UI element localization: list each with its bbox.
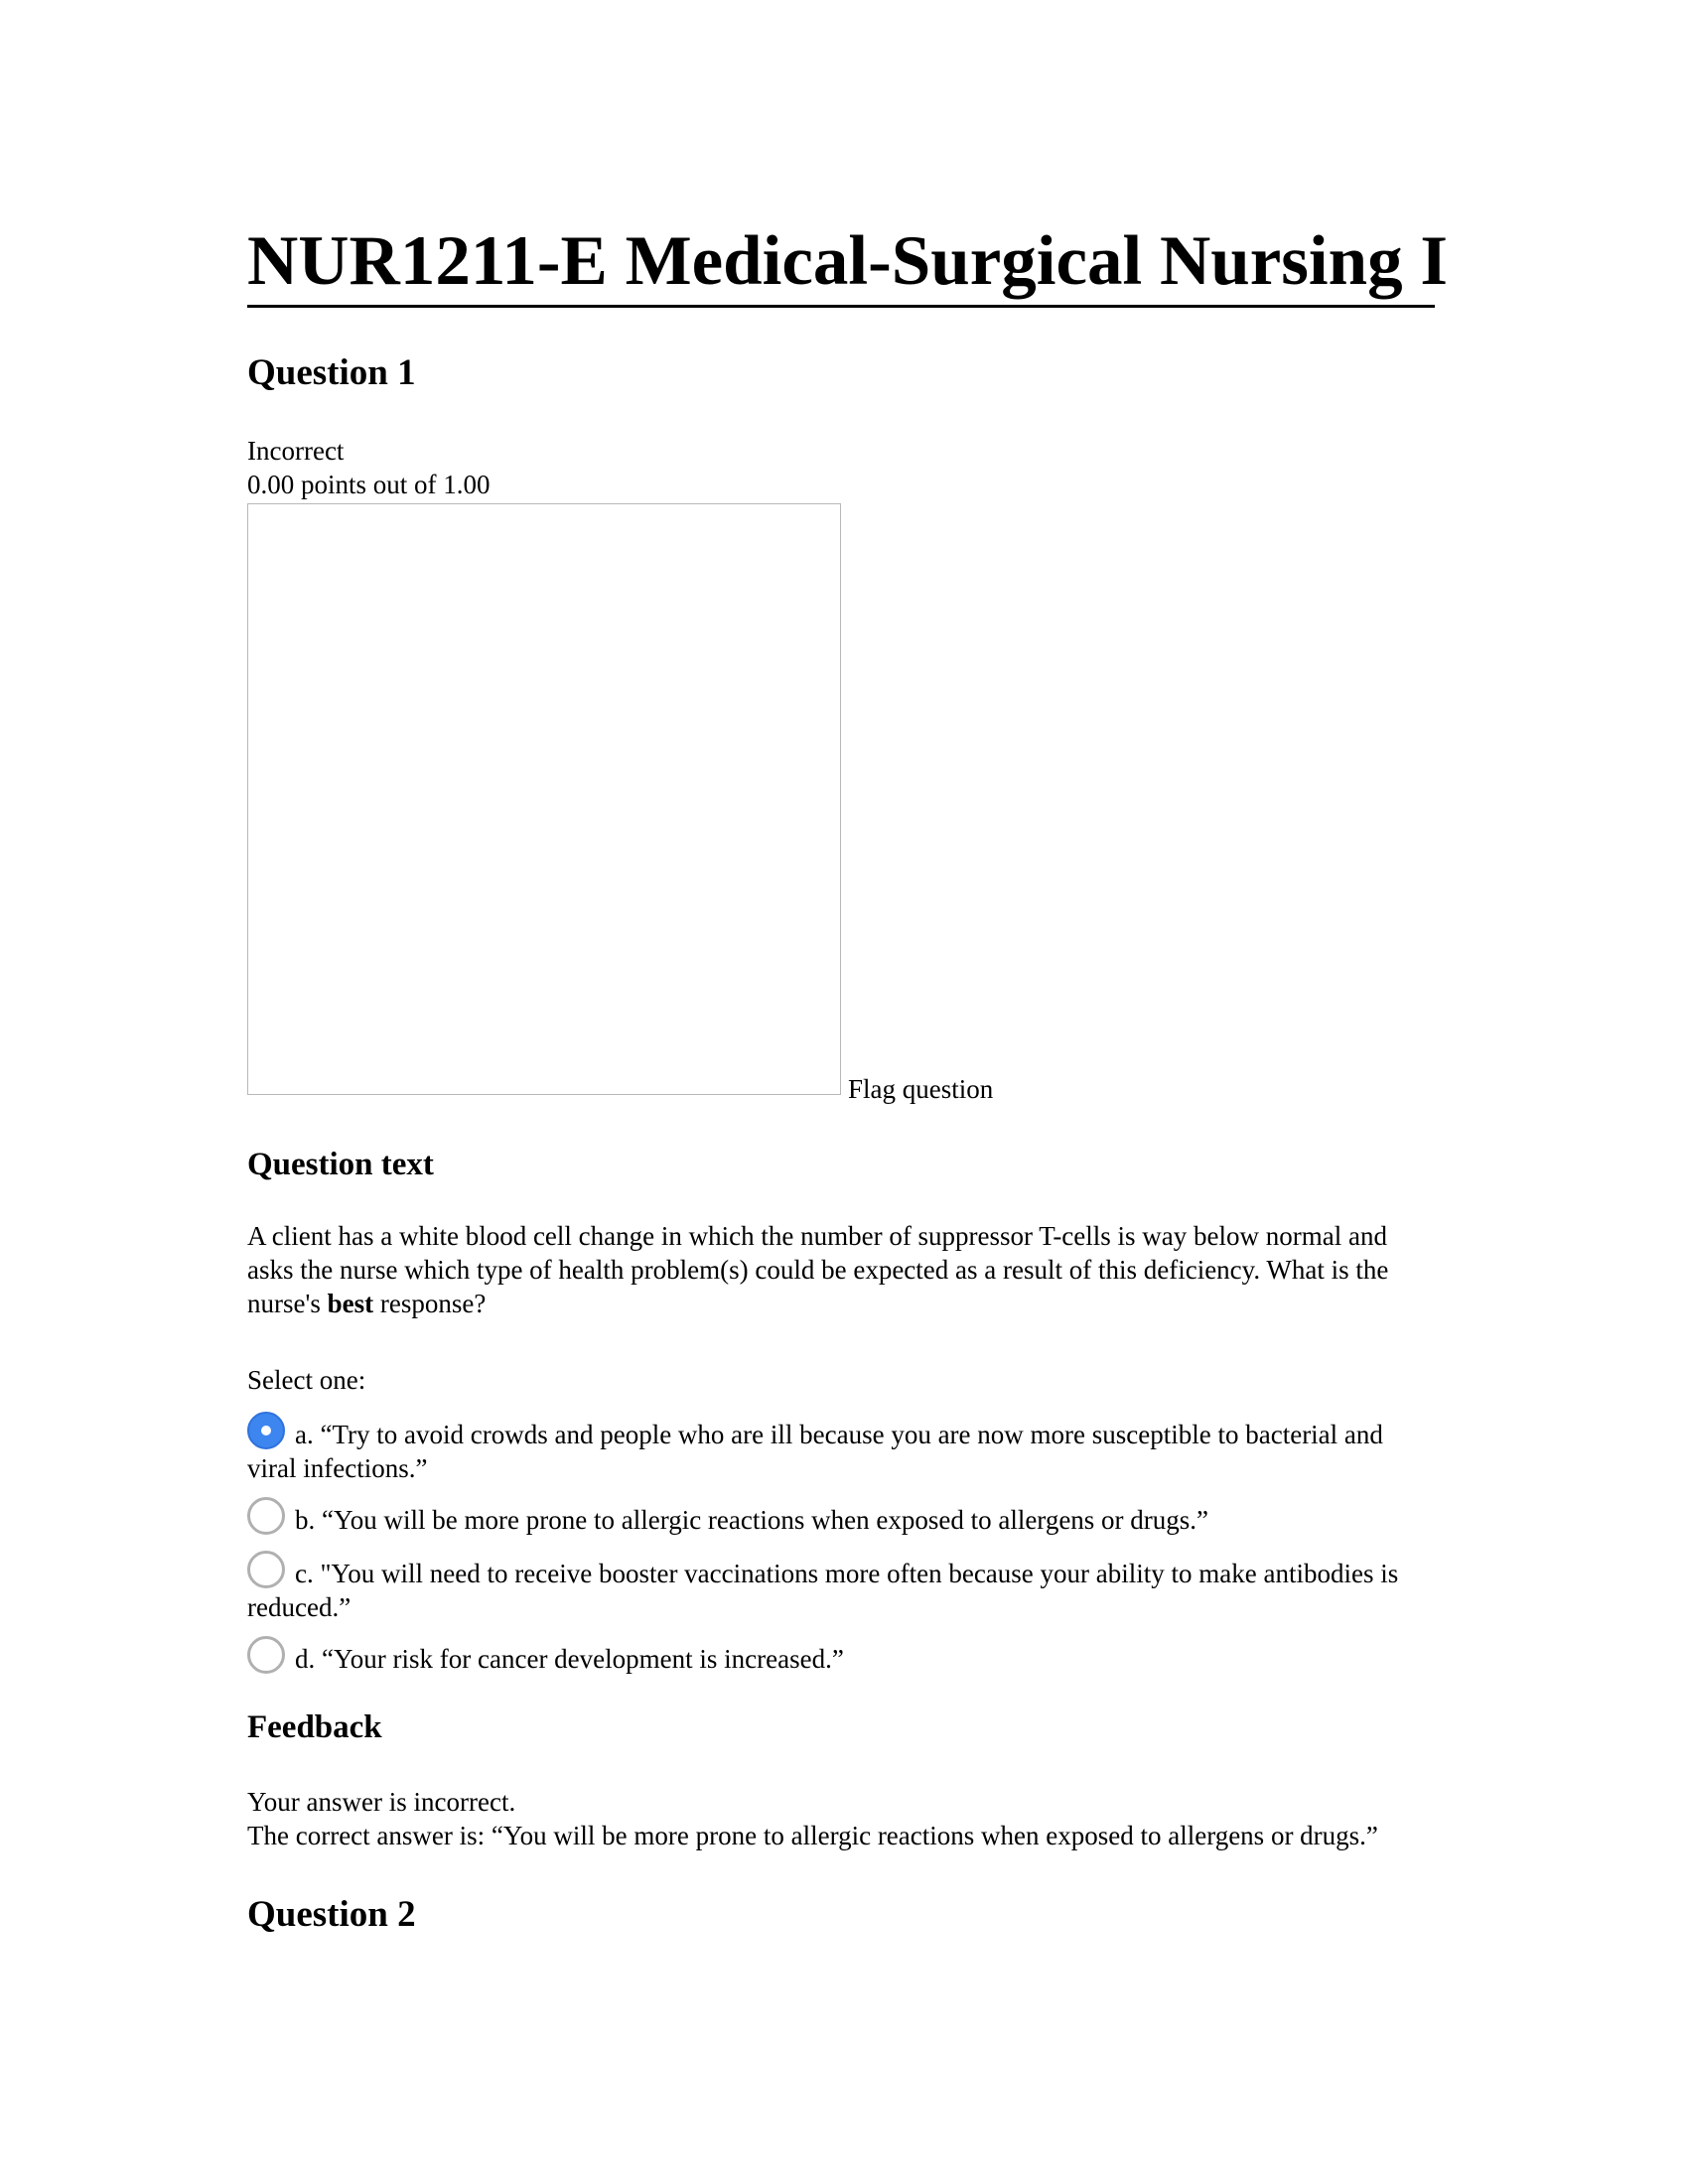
feedback-result: Your answer is incorrect. bbox=[247, 1787, 516, 1817]
answer-option-a[interactable] bbox=[247, 1412, 1439, 1485]
answer-option-label: d. “Your risk for cancer development is increased.” bbox=[295, 1644, 844, 1674]
answer-option-d[interactable] bbox=[247, 1636, 1439, 1676]
question-status: Incorrect bbox=[247, 436, 345, 466]
question-1-heading: Question 1 bbox=[247, 352, 416, 393]
flag-question-label[interactable]: Flag question bbox=[848, 1074, 994, 1104]
question-2-heading: Question 2 bbox=[247, 1894, 416, 1935]
select-one-prompt: Select one: bbox=[247, 1365, 366, 1395]
answer-option-label: a. “Try to avoid crowds and people who are ill because you are now more susceptible to bacterial and viral infections.” bbox=[247, 1420, 1383, 1483]
feedback-heading: Feedback bbox=[247, 1709, 382, 1745]
radio-unselected-icon[interactable] bbox=[247, 1497, 285, 1535]
question-text-part1: A client has a white blood cell change in which the number of suppressor T-cells is way below normal and asks the nurse which type of health problem(s) could be expected as a result of this deficiency. What is the nurse's bbox=[247, 1221, 1389, 1318]
answer-option-label: c. "You will need to receive booster vaccinations more often because your ability to make antibodies is reduced.” bbox=[247, 1559, 1399, 1622]
radio-unselected-icon[interactable] bbox=[247, 1636, 285, 1674]
radio-unselected-icon[interactable] bbox=[247, 1551, 285, 1588]
radio-selected-icon[interactable] bbox=[247, 1412, 285, 1449]
feedback-correct-answer: The correct answer is: “You will be more prone to allergic reactions when exposed to allergens or drugs.” bbox=[247, 1821, 1378, 1850]
question-text-heading: Question text bbox=[247, 1147, 434, 1182]
answer-option-c[interactable] bbox=[247, 1551, 1439, 1624]
question-text bbox=[247, 1219, 1439, 1320]
answer-option-b[interactable] bbox=[247, 1497, 1439, 1537]
question-text-emphasis: best bbox=[327, 1289, 374, 1318]
question-text-part2: response? bbox=[373, 1289, 487, 1318]
flag-question-image[interactable] bbox=[247, 503, 841, 1095]
answer-option-label: b. “You will be more prone to allergic reactions when exposed to allergens or drugs.” bbox=[295, 1505, 1209, 1535]
course-title: NUR1211-E Medical-Surgical Nursing I bbox=[247, 226, 1435, 308]
question-points: 0.00 points out of 1.00 bbox=[247, 470, 491, 499]
